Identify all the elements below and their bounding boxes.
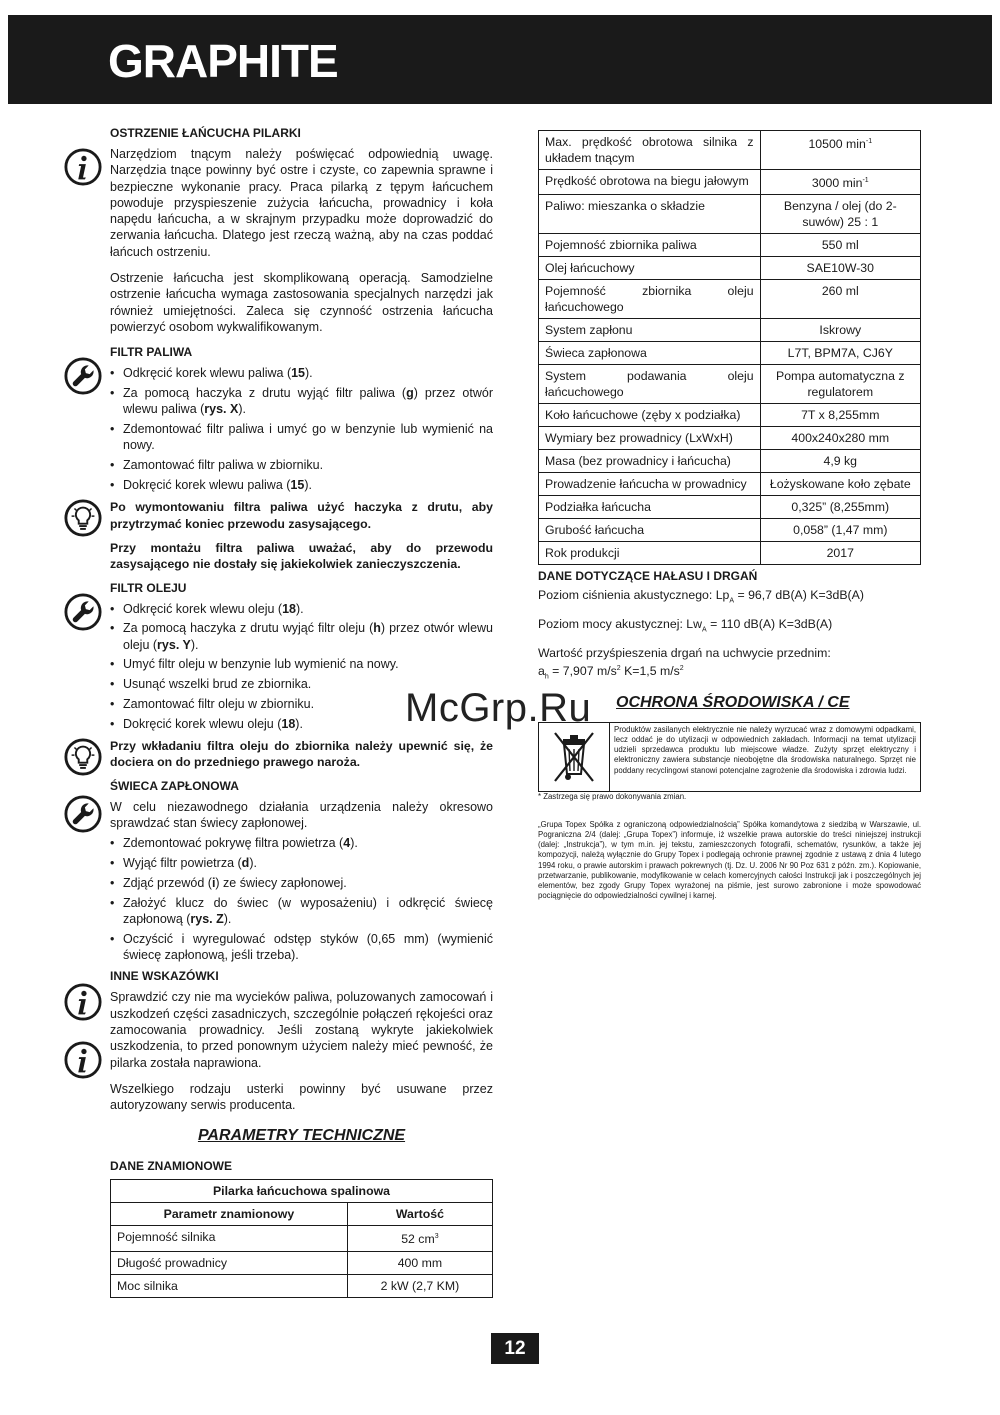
watermark: McGrp.Ru (405, 686, 592, 730)
list-item: • Dokręcić korek wlewu paliwa (15). (110, 477, 493, 493)
legal-text: „Grupa Topex Spółka z ograniczoną odpowiedzialnością” Spółka komandytowa z siedzibą w Warszawie, ul. Pograniczna 2/4 (dalej: „Grupa Topex”) informuje, iż wszelkie prawa autorskie do treści niniejszej instrukcji (dalej: „Instrukcja”), w tym m.in. jej tekstu, zamieszczonych fotografii, schematów, rysunków, a także jej kompozycji, należą wyłącznie do Grupy Topex i podlegają ochronie prawnej zgodnie z ustawą z dnia 4 lutego 1994 roku, o prawie autorskim i prawach pokrewnych (tj. Dz. U. 2006 Nr 90 Poz 631 z późn. zm.). Kopiowanie, przetwarzanie, publikowanie, modyfikowanie w celach komercyjnych całości Instrukcji jak i poszczególnych jej elementów, bez zgody Grupy Topex wyrażonej na piśmie, jest surowo zabronione i może spowodować pociągnięcie do odpowiedzialności cywilnej i karnej. (538, 819, 921, 901)
tip-text: Przy montażu filtra paliwa uważać, aby do przewodu zasysającego nie dostały się jakiekolwiek zanieczyszczenia. (110, 540, 493, 572)
list-item: • Zamontować filtr oleju w zbiorniku. (110, 696, 493, 712)
svg-text:GRAPHITE: GRAPHITE (108, 35, 338, 87)
list-item: • Wyjąć filtr powietrza (d). (110, 855, 493, 871)
column-header: Wartość (347, 1203, 492, 1226)
page-number: 12 (491, 1333, 539, 1364)
noise-line: Wartość przyśpieszenia drgań na uchwycie przednim: (538, 645, 831, 660)
noise-line: $a_h = 7,907$ $m/s^2$ K=1,5 $m/s^2$ (538, 663, 684, 681)
crossed-bin-icon (551, 729, 597, 785)
wrench-icon (64, 593, 102, 631)
column-header: Parametr znamionowy (111, 1203, 348, 1226)
graphite-logo (108, 32, 348, 88)
tip-text: Przy wkładaniu filtra oleju do zbiornika należy upewnić się, że dociera on do przedniego prawego naroża. (110, 739, 493, 770)
table-row: Podziałka łańcucha 0,325” (8,255mm) (539, 496, 921, 519)
table-row: Pojemność zbiornika oleju łańcuchowego 260 ml (539, 280, 921, 319)
list-item: • Za pomocą haczyka z drutu wyjąć filtr paliwa (g) przez otwór wlewu paliwa (rys. X). (110, 385, 493, 418)
table-row: Masa (bez prowadnicy i łańcucha) 4,9 kg (539, 450, 921, 473)
table-row: Pojemność zbiornika paliwa 550 ml (539, 234, 921, 257)
list-item: • Dokręcić korek wlewu oleju (18). (110, 716, 493, 732)
table-row: Koło łańcuchowe (zęby x podziałka) 7T x 8,255mm (539, 404, 921, 427)
section-title: ŚWIECA ZAPŁONOWA (110, 778, 239, 793)
noise-section (538, 569, 921, 686)
wrench-icon (64, 795, 102, 833)
table-row: Grubość łańcucha 0,058” (1,47 mm) (539, 519, 921, 542)
tip-text: Po wymontowaniu filtra paliwa użyć haczyka z drutu, aby przytrzymać koniec przewodu zasysającego. (110, 500, 493, 531)
table-row: Długość prowadnicy 400 mm (111, 1251, 493, 1274)
noise-line: Poziom ciśnienia akustycznego: $Lp_A = 96,7$ dB(A) K=3dB(A) (538, 588, 864, 605)
list-item: • Za pomocą haczyka z drutu wyjąć filtr oleju (h) przez otwór wlewu oleju (rys. Y). (110, 620, 493, 653)
section-title: INNE WSKAZÓWKI (110, 969, 219, 984)
weee-text: Produktów zasilanych elektrycznie nie należy wyrzucać wraz z domowymi odpadkami, lecz oddać je do utylizacji w odpowiednich zakładach. Informacji na temat utylizacji udzieli sprzedawca produktu lub miejscowe władze. Zużyty sprzęt elektryczny i elektroniczny zawiera substancje nieobojętne dla środowiska naturalnego. Sprzęt nie poddany recyclingowi stanowi potencjalne zagrożenie dla środowiska i zdrowia ludzi. (614, 724, 916, 775)
list-item: • Zdemontować filtr paliwa i umyć go w benzynie lub wymienić na nowy. (110, 421, 493, 454)
table-row: Prędkość obrotowa na biegu jałowym 3000 $\min^{-1}$ (539, 170, 921, 195)
wrench-icon (64, 357, 102, 395)
list-item: • Zdemontować pokrywę filtra powietrza (4). (110, 835, 493, 851)
table-row: Pojemność silnika 52 $cm^3$ (111, 1226, 493, 1251)
table-row: Paliwo: mieszanka o składzie Benzyna / olej (do 2-suwów) 25 : 1 (539, 195, 921, 234)
table-row: Moc silnika 2 kW (2,7 KM) (111, 1274, 493, 1297)
right-column (538, 130, 921, 901)
section-title: FILTR PALIWA (110, 345, 193, 360)
table-row: System zapłonu Iskrowy (539, 319, 921, 342)
list-item: • Założyć klucz do świec (w wyposażeniu) i odkręcić świecę zapłonową (rys. Z). (110, 895, 493, 928)
noise-line: Poziom mocy akustycznej: $Lw_A = 110$ dB(A) K=3dB(A) (538, 616, 833, 634)
list-item: • Oczyścić i wyregulować odstęp styków (0,65 mm) (wymienić świecę zapłonową, jeśli trzeba). (110, 931, 493, 964)
weee-box (538, 722, 921, 792)
table-row: Max. prędkość obrotowa silnika z układem tnącym 10500 $\min^{-1}$ (539, 131, 921, 170)
info-icon (64, 148, 102, 186)
list-item: • Zamontować filtr paliwa w zbiorniku. (110, 457, 493, 473)
list-item: • Umyć filtr oleju w benzynie lub wymienić na nowy. (110, 656, 493, 672)
table-row: System podawania oleju łańcuchowego Pompa automatyczna z regulatorem (539, 365, 921, 404)
changes-note: * Zastrzega się prawo dokonywania zmian. (538, 791, 687, 801)
env-title: OCHRONA ŚRODOWISKA / CE (616, 693, 850, 711)
spec-table (538, 130, 921, 565)
table-row: Świeca zapłonowa L7T, BPM7A, CJ6Y (539, 342, 921, 365)
section-title: FILTR OLEJU (110, 580, 187, 595)
section-fuel-filter (110, 345, 493, 572)
list-item: • Odkręcić korek wlewu paliwa (15). (110, 365, 493, 381)
table-caption: Pilarka łańcuchowa spalinowa (111, 1180, 493, 1203)
section-other-tips (110, 969, 493, 1113)
section-title: OSTRZENIE ŁAŃCUCHA PILARKI (110, 126, 301, 140)
table-row: Olej łańcuchowy SAE10W-30 (539, 257, 921, 280)
paragraph: W celu niezawodnego działania urządzenia należy okresowo sprawdzać stan świecy zapłonowej. (110, 799, 493, 830)
paragraph: Wszelkiego rodzaju usterki powinny być usuwane przez autoryzowany serwis producenta. (110, 1081, 493, 1113)
paragraph: Narzędziom tnącym należy poświęcać odpowiednią uwagę. Narzędzia tnące powinny być ostre i czyste, co zapewnia sprawne i bezpieczne wykonanie pracy. Praca pilarką z tępym łańcuchem powoduje przyspieszenie zużycia łańcucha, prowadnicy i koła napędu łańcucha, a w skrajnym przypadku może doprowadzić do zerwania łańcucha. Dlatego jest rzeczą ważną, aby na czas poddać łańcuch ostrzeniu. (110, 147, 493, 259)
info-icon (64, 983, 102, 1021)
list-item: • Zdjąć przewód (i) ze świecy zapłonowej. (110, 875, 493, 891)
paragraph: Ostrzenie łańcucha jest skomplikowaną operacją. Samodzielne ostrzenie łańcucha wymaga zastosowania specjalnych narzędzi jak również umiejętności. Zaleca się czynność ostrzenia łańcucha powierzyć osobom wykwalifikowanym. (110, 271, 493, 334)
params-title: PARAMETRY TECHNICZNE (197, 1127, 406, 1145)
table-row: Prowadzenie łańcucha w prowadnicy Łożyskowane koło zębate (539, 473, 921, 496)
rating-table (110, 1179, 493, 1297)
section-spark-plug (110, 779, 493, 964)
section-title: DANE DOTYCZĄCE HAŁASU I DRGAŃ (538, 569, 758, 584)
table-row: Wymiary bez prowadnicy (LxWxH) 400x240x280 mm (539, 427, 921, 450)
rating-title: DANE ZNAMIONOWE (110, 1159, 232, 1174)
list-item: • Odkręcić korek wlewu oleju (18). (110, 601, 493, 617)
section-oil-filter (110, 581, 493, 771)
lightbulb-icon (64, 499, 102, 537)
lightbulb-icon (64, 738, 102, 776)
info-icon (64, 1041, 102, 1079)
list-item: • Usunąć wszelki brud ze zbiornika. (110, 676, 493, 692)
paragraph: Sprawdzić czy nie ma wycieków paliwa, poluzowanych zamocowań i uszkodzeń części zasadniczych, szczególnie połączeń rękojeści oraz zamocowania prowadnicy. Jeśli zostaną wykryte jakiekolwiek uszkodzenia, to przed ponownym użyciem należy mieć pewność, że pilarka została naprawiona. (110, 990, 493, 1070)
section-chain-sharpening (110, 126, 493, 335)
table-row: Rok produkcji 2017 (539, 542, 921, 565)
